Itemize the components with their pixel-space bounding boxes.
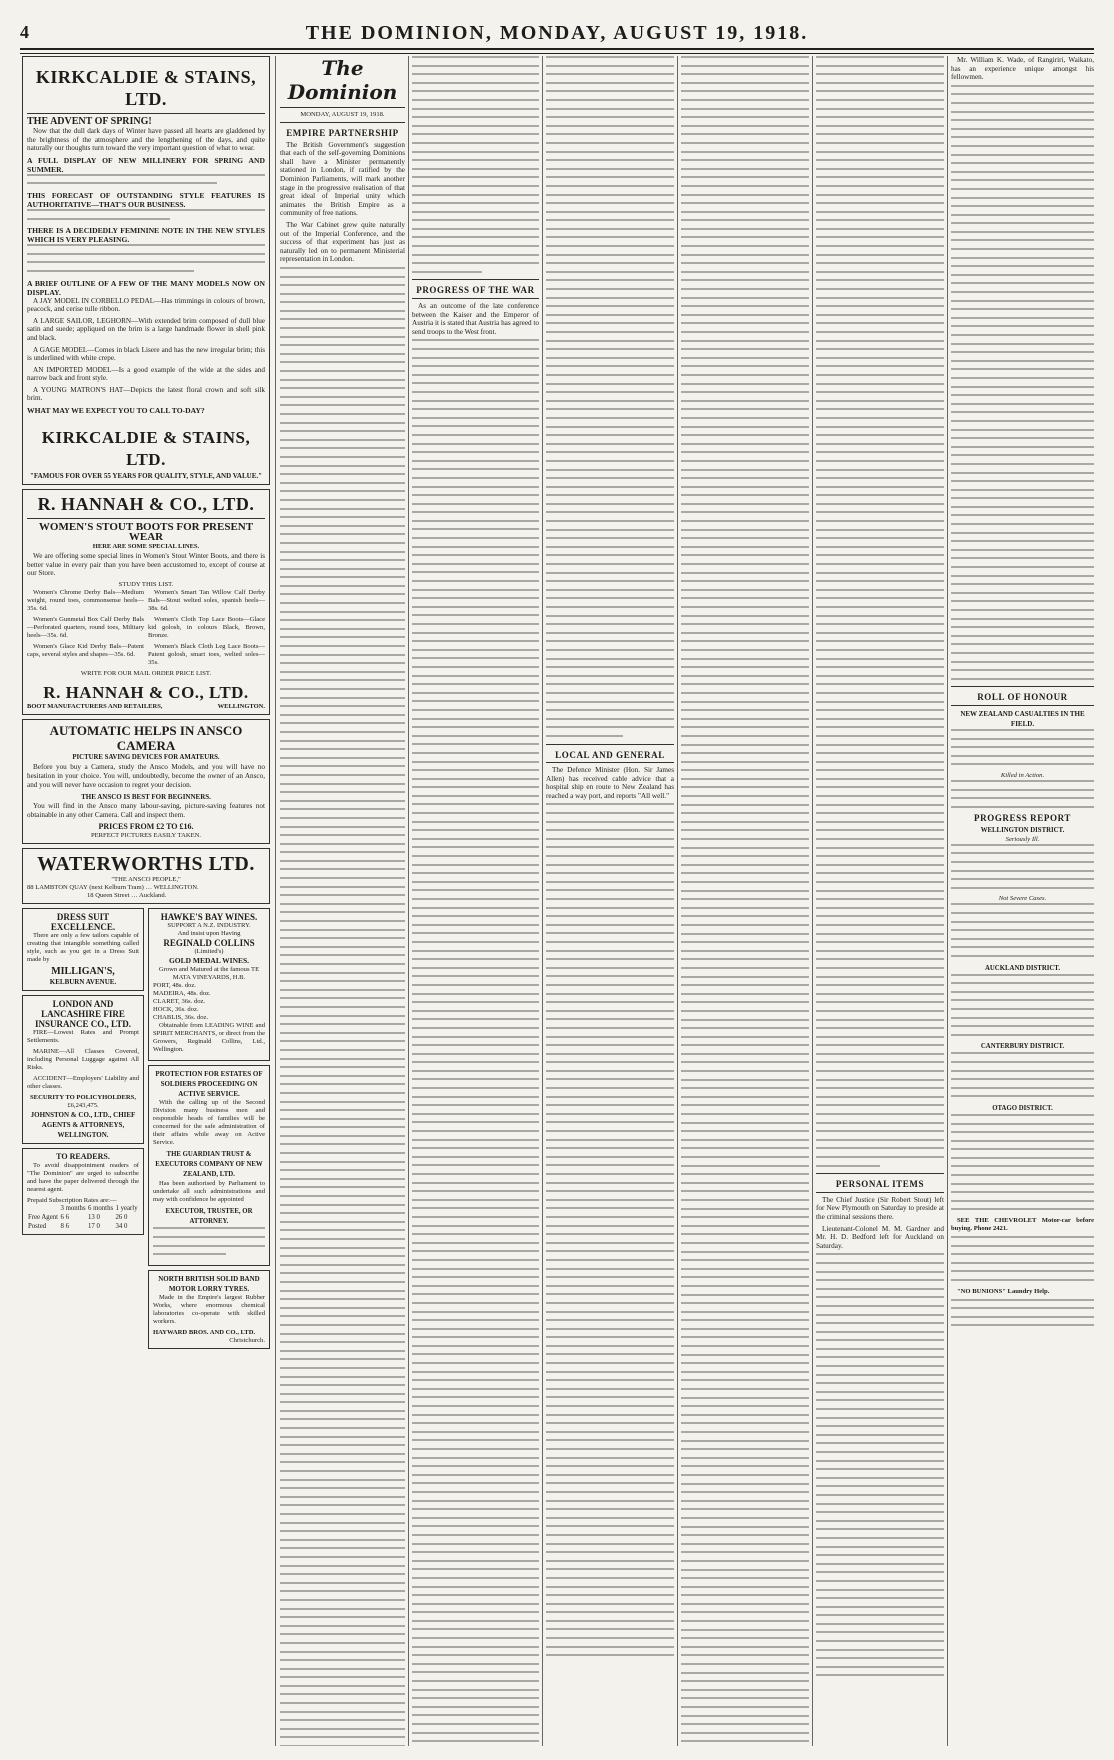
motor-tyre-advert (148, 1270, 270, 1349)
local-continued-column (681, 56, 809, 1746)
body-text (951, 1299, 1094, 1327)
trust-title: PROTECTION FOR ESTATES OF SOLDIERS PROCEEDING ON ACTIVE SERVICE. (155, 1070, 263, 1099)
call-today: WHAT MAY WE EXPECT YOU TO CALL TO-DAY? (27, 406, 205, 416)
hannah-name-footer: R. HANNAH & CO., LTD. (43, 682, 249, 702)
column-divider (812, 56, 813, 1746)
district-heading: CANTERBURY DISTRICT. (980, 1043, 1065, 1051)
advent-heading: THE ADVENT OF SPRING! (27, 116, 152, 127)
guardian-trust-advert (148, 1065, 270, 1265)
table-header: 3 months (60, 1205, 86, 1213)
personal-paragraph: Lieutenant-Colonel M. M. Gardner and Mr. H. D. Bedford left for Auckland on Saturday. (816, 1224, 944, 1250)
wine-price: MADEIRA, 48s. doz. (153, 990, 211, 998)
body-text (951, 903, 1094, 957)
local-title: LOCAL AND GENERAL (555, 749, 665, 760)
table-header: 6 months (88, 1205, 114, 1213)
subscription-rates-table (27, 1205, 139, 1231)
lower-right-adverts (148, 908, 270, 1352)
body-text (816, 1253, 944, 1676)
tyre-agent: HAYWARD BROS. AND CO., LTD. (153, 1328, 256, 1336)
table-header (27, 1205, 59, 1214)
collins-limited: (Limited's) (194, 948, 224, 956)
readers-notice (22, 1148, 144, 1235)
not-severe-heading: Not Severe Cases. (998, 895, 1047, 903)
table-row (27, 1205, 139, 1214)
roll-title: ROLL OF HONOUR (977, 692, 1068, 703)
insurance-accident: ACCIDENT—Employers' Liability and other classes. (27, 1075, 139, 1091)
hannah-subheading: HERE ARE SOME SPECIAL LINES. (92, 543, 200, 551)
insist-text: And insist upon Having (177, 930, 241, 938)
model-item: A JAY MODEL IN CORBELLO PEDAL—Has trimmings in colours of brown, peacock, and cerise tulle ribbon. (27, 296, 265, 314)
ansco-features: You will find in the Ansco many labour-saving, picture-saving features not obtainable in any other Camera. Call and inspect them. (27, 802, 265, 819)
lower-adverts (22, 908, 270, 1352)
body-text (951, 1114, 1094, 1211)
leader-paragraph: The British Government's suggestion that each of the self-governing Dominions shall have a Minister permanently stationed in London, if ratified by the Dominion Parliaments, will mark another stage in the progressive realisation of that great ideal of Imperial unity which animates the British Empire as a community of free nations. (280, 140, 405, 218)
table-cell: 8 6 (60, 1222, 69, 1230)
divider (816, 1173, 944, 1174)
collins-brand: REGINALD COLLINS (163, 938, 255, 949)
models-heading: A BRIEF OUTLINE OF A FEW OF THE MANY MODELS NOW ON DISPLAY. (27, 278, 265, 297)
column-divider (947, 56, 948, 1746)
table-cell: 17 0 (88, 1222, 100, 1230)
hannah-advert (22, 489, 270, 715)
wine-obtain: Obtainable from LEADING WINE and SPIRIT MERCHANTS, or direct from the Growers, Reginald Collins, Ltd., Wellington. (153, 1022, 265, 1054)
seriously-ill-heading: Seriously Ill. (1005, 835, 1040, 843)
divider (27, 518, 265, 519)
mail-order-note: WRITE FOR OUR MAIL ORDER PRICE LIST. (80, 669, 212, 677)
dominion-masthead: The Dominion (287, 56, 398, 104)
dress-suit-advert (22, 908, 144, 991)
divider (951, 705, 1094, 706)
insurance-security: SECURITY TO POLICYHOLDERS, (30, 1094, 136, 1102)
insurance-advert (22, 995, 144, 1144)
body-text (951, 780, 1094, 808)
insurance-agents: JOHNSTON & CO., LTD., CHIEF AGENTS & ATTORNEYS, WELLINGTON. (30, 1111, 136, 1140)
boot-list (27, 589, 265, 670)
display-heading: A FULL DISPLAY OF NEW MILLINERY FOR SPRING AND SUMMER. (27, 155, 265, 174)
hawkes-bay-title: HAWKE'S BAY WINES. (160, 912, 258, 923)
lower-left-adverts (22, 908, 144, 1352)
body-text (951, 1052, 1094, 1097)
table-header: 1 yearly (115, 1205, 138, 1213)
ansco-advert (22, 719, 270, 844)
waterworths-address-2: 18 Queen Street … Auckland. (87, 892, 167, 900)
table-cell: 6 6 (60, 1214, 69, 1221)
divider (546, 744, 674, 745)
waterworths-tagline: "THE ANSCO PEOPLE," (111, 876, 181, 884)
body-text (27, 174, 265, 185)
ansco-beginners: THE ANSCO IS BEST FOR BEGINNERS. (81, 793, 211, 802)
trust-body-2: Has been authorised by Parliament to undertake all such administrations and may with confidence be appointed (153, 1180, 265, 1204)
trust-company: THE GUARDIAN TRUST & EXECUTORS COMPANY OF NEW ZEALAND, LTD. (155, 1151, 263, 1179)
leader-title: EMPIRE PARTNERSHIP (286, 128, 399, 138)
support-industry: SUPPORT A N.Z. INDUSTRY. (167, 922, 251, 930)
waterworths-name: WATERWORTHS LTD. (37, 853, 255, 876)
dress-suit-body: There are only a few tailors capable of creating that intangible something called style, such as you get in a Dress Suit made by (27, 932, 139, 964)
wine-price: PORT, 48s. doz. (153, 982, 196, 990)
column-divider (677, 56, 678, 1746)
body-text (951, 974, 1094, 1036)
body-text (951, 729, 1094, 765)
body-text (27, 244, 265, 272)
table-cell: 13 0 (88, 1214, 100, 1221)
local-column (546, 56, 674, 1746)
hannah-footer (27, 703, 265, 712)
model-item: A YOUNG MATRON'S HAT—Depicts the latest floral crown and soft silk brim. (27, 385, 265, 403)
body-text (951, 844, 1094, 889)
trust-role: EXECUTOR, TRUSTEE, OR ATTORNEY. (165, 1208, 253, 1226)
body-text (546, 803, 674, 1656)
hannah-footer-city: WELLINGTON. (217, 702, 265, 710)
column-divider (542, 56, 543, 1746)
war-column (412, 56, 539, 1746)
divider (951, 686, 1094, 687)
chevrolet-notice: SEE THE CHEVROLET Motor-car before buying. Phone 2421. (951, 1217, 1094, 1233)
insurance-marine: MARINE—All Classes Covered, including Personal Luggage against All Risks. (27, 1048, 139, 1072)
tyre-body: Made in the Empire's largest Rubber Works, where enormous chemical laboratories co-operate with skilled workers. (153, 1293, 265, 1325)
trust-body: With the calling up of the Second Division many business men and responsible heads of families will be concerned for the safe administration of their affairs while away on Active Service. (153, 1099, 265, 1147)
personal-paragraph: The Chief Justice (Sir Robert Stout) left for New Plymouth on Saturday to preside at the criminal sessions there. (816, 1195, 944, 1221)
model-item: A GAGE MODEL—Comes in black Lisere and has the new irregular brim; this is underlined with white crepe. (27, 345, 265, 363)
newspaper-title: THE DOMINION, MONDAY, AUGUST 19, 1918. (305, 22, 809, 44)
personal-title: PERSONAL ITEMS (835, 1179, 925, 1190)
feminine-heading: THERE IS A DECIDEDLY FEMININE NOTE IN THE NEW STYLES WHICH IS VERY PLEASING. (27, 226, 265, 245)
table-cell: Posted (28, 1222, 47, 1230)
boot-item: Women's Cloth Top Lace Boots—Glace kid golosh, in colours Black, Brown, Bronze. (148, 615, 265, 639)
kirkcaldie-tagline: "FAMOUS FOR OVER 55 YEARS FOR QUALITY, STYLE, AND VALUE." (29, 472, 263, 481)
page-number: 4 (20, 22, 29, 42)
advert-column (22, 56, 270, 1746)
leader-paragraph: The War Cabinet grew quite naturally out of the Imperial Conference, and the success of that experiment has just as naturally led on to permanent Ministerial representation in London. (280, 220, 405, 264)
progress-title: PROGRESS REPORT (974, 813, 1071, 824)
body-text (412, 339, 539, 1746)
study-list: STUDY THIS LIST. (118, 580, 174, 588)
divider (412, 298, 539, 299)
boot-item: Women's Glace Kid Derby Bals—Patent caps, several styles and shapes—35s. 6d. (27, 642, 144, 658)
ansco-perfect: PERFECT PICTURES EASILY TAKEN. (90, 832, 202, 840)
body-text (280, 267, 405, 1746)
bunion-notice: "NO BUNIONS" Laundry Help. (957, 1287, 1050, 1295)
column-divider (408, 56, 409, 1746)
wine-price: HOCK, 36s. doz. (153, 1006, 199, 1014)
table-row (27, 1223, 139, 1232)
body-text (681, 56, 809, 1746)
ansco-body: Before you buy a Camera, study the Ansco Models, and you will have no hesitation in your choice. You will, undoubtedly, become the owner of an Ansco, and you will never have occasion to regret your decision. (27, 763, 265, 789)
readers-body: To avoid disappointment readers of "The Dominion" are urged to subscribe and have the paper delivered through the nearest agent. (27, 1162, 139, 1194)
milligans-address: KELBURN AVENUE. (49, 978, 117, 987)
hannah-heading: WOMEN'S STOUT BOOTS FOR PRESENT WEAR (38, 521, 254, 544)
war-paragraph: As an outcome of the late conference between the Kaiser and the Emperor of Austria it is stated that Austria has agreed to send troops to the West front. (412, 302, 539, 336)
body-text (816, 56, 944, 1167)
divider (27, 113, 265, 114)
wade-paragraph: Mr. William K. Wade, of Rangiriri, Waikato, has an experience unique amongst his fellowmen. (951, 56, 1094, 82)
wine-price: CLARET, 36s. doz. (153, 998, 206, 1006)
editorial-date: MONDAY, AUGUST 19, 1918. (300, 111, 385, 118)
table-cell: 34 0 (115, 1222, 128, 1230)
column-divider (275, 56, 276, 1746)
gold-medal: GOLD MEDAL WINES. (168, 956, 250, 966)
boot-item: Women's Smart Tan Willow Calf Derby Bals—Stout welted soles, spanish heels—38s. 6d. (148, 588, 265, 612)
kirkcaldie-name-footer: KIRKCALDIE & STAINS, LTD. (41, 428, 251, 470)
boot-item: Women's Chrome Derby Bals—Medium weight, round toes, commonsense heels—35s. 6d. (27, 588, 144, 612)
model-item: AN IMPORTED MODEL—Is a good example of the wide at the sides and narrow back and front style. (27, 365, 265, 383)
divider (280, 122, 405, 123)
boot-item: Women's Gunmetal Box Calf Derby Bals—Perforated quarters, round toes, Military heels—35s. 6d. (27, 615, 144, 639)
body-text (27, 209, 265, 220)
divider (546, 762, 674, 763)
insurance-amount: £6,243,475. (67, 1102, 99, 1110)
page-header (20, 22, 1094, 42)
hannah-footer-trade: BOOT MANUFACTURERS AND RETAILERS, (27, 702, 163, 710)
killed-heading: Killed in Action. (1000, 771, 1045, 779)
body-text (951, 1236, 1094, 1281)
tyre-title: NORTH BRITISH SOLID BAND MOTOR LORRY TYRES. (158, 1274, 260, 1293)
body-text (951, 85, 1094, 680)
waterworths-address-1: 88 LAMBTON QUAY (next Kelburn Tram) … WELLINGTON. (27, 884, 199, 892)
insurance-fire: FIRE—Lowest Rates and Prompt Settlements. (27, 1029, 139, 1045)
kirkcaldie-advert (22, 56, 270, 485)
divider (816, 1192, 944, 1193)
local-paragraph: The Defence Minister (Hon. Sir James Allen) has received cable advice that a hospital ship en route to New Zealand has reached a way port, and reports "All well." (546, 766, 674, 800)
body-text (546, 56, 674, 737)
tyre-city: Christchurch. (229, 1336, 265, 1344)
ansco-prices: PRICES FROM £2 TO £16. (98, 822, 194, 832)
hannah-intro: We are offering some special lines in Women's Stout Winter Boots, and there is better value in every pair than you have been accustomed to, except of course at our Store. (27, 552, 265, 578)
wine-price: CHABLIS, 36s. doz. (153, 1014, 209, 1022)
body-text (153, 1227, 265, 1255)
district-heading: AUCKLAND DISTRICT. (984, 964, 1061, 972)
table-row (27, 1214, 139, 1223)
roll-column (951, 56, 1094, 1746)
ansco-title: AUTOMATIC HELPS IN ANSCO CAMERA (49, 723, 243, 754)
kirkcaldie-name: KIRKCALDIE & STAINS, LTD. (35, 67, 257, 109)
rates-label: Prepaid Subscription Rates are:— (27, 1197, 117, 1205)
milligans-name: MILLIGAN'S, (51, 966, 115, 978)
war-title: PROGRESS OF THE WAR (416, 285, 535, 296)
table-cell: 26 0 (115, 1214, 128, 1221)
body-text (412, 56, 539, 273)
dress-suit-title: DRESS SUIT EXCELLENCE. (50, 912, 116, 933)
divider (412, 279, 539, 280)
hawkes-bay-advert (148, 908, 270, 1061)
district-heading: OTAGO DISTRICT. (992, 1104, 1053, 1112)
waterworths-advert (22, 848, 270, 904)
ansco-subtitle: PICTURE SAVING DEVICES FOR AMATEURS. (72, 754, 220, 762)
model-item: A LARGE SAILOR, LEGHORN—With extended brim composed of dull blue satin and suede; appliqued on the brim is a large handmade flower in shell pink and black. (27, 316, 265, 342)
header-rule (20, 48, 1094, 54)
casualties-heading: NEW ZEALAND CASUALTIES IN THE FIELD. (960, 709, 1085, 728)
hannah-name: R. HANNAH & CO., LTD. (37, 494, 255, 515)
district-heading: WELLINGTON DISTRICT. (980, 826, 1065, 834)
insurance-title: LONDON AND LANCASHIRE FIRE INSURANCE CO., LTD. (35, 999, 131, 1030)
personal-column (816, 56, 944, 1746)
readers-heading: TO READERS. (56, 1152, 110, 1162)
table-cell: Free Agent (28, 1214, 59, 1221)
editorial-column (280, 56, 405, 1746)
kirkcaldie-intro: Now that the dull dark days of Winter have passed all hearts are gladdened by the brightness of the atmosphere and the lengthening of the days, and quite naturally our thoughts turn toward the very important question of what to wear. (27, 127, 265, 153)
boot-item: Women's Black Cloth Leg Lace Boots—Patent golosh, smart toes, welted soles—35s. (148, 642, 265, 666)
divider (280, 107, 405, 108)
vineyards: Grown and Matured at the famous TE MATA VINEYARDS, H.B. (158, 966, 260, 982)
forecast-heading: THIS FORECAST OF OUTSTANDING STYLE FEATURES IS AUTHORITATIVE—THAT'S OUR BUSINESS. (27, 190, 265, 209)
